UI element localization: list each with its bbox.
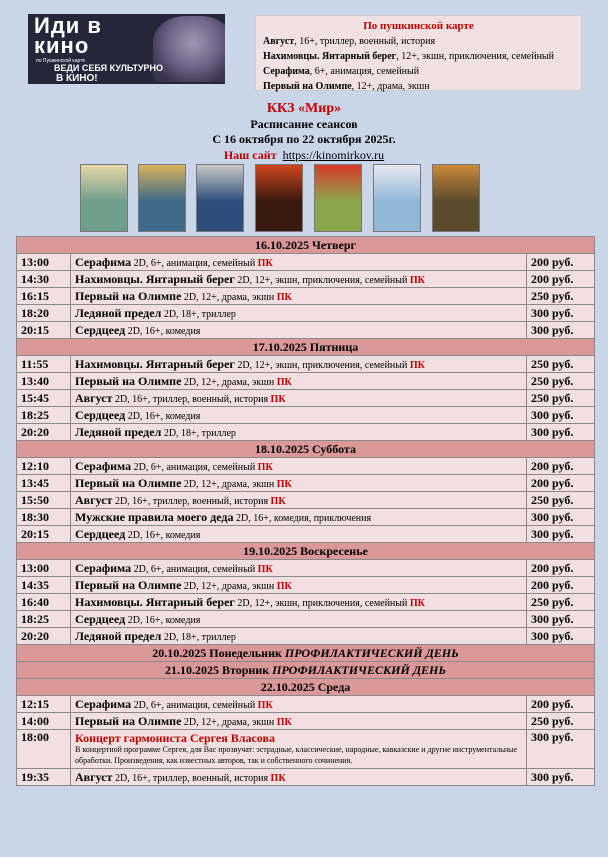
session-film [71, 594, 527, 611]
day-note: ПРОФИЛАКТИЧЕСКИЙ ДЕНЬ [272, 662, 446, 677]
movie-poster [138, 164, 186, 232]
film-title: Ледяной предел [75, 424, 162, 439]
session-time: 12:10 [17, 458, 71, 475]
day-header-row [17, 679, 595, 696]
film-title: Серафима [75, 458, 132, 473]
session-price: 250 руб. [527, 356, 595, 373]
banner-line-4: ВЕДИ СЕБЯ КУЛЬТУРНО [54, 63, 164, 73]
pushkin-card-badge: ПК [409, 274, 425, 286]
session-film [71, 526, 527, 543]
day-date: 22.10.2025 Среда [260, 679, 351, 694]
film-info: 2D, 12+, драма, экшн [181, 291, 277, 303]
session-time: 16:15 [17, 288, 71, 305]
session-time: 18:20 [17, 305, 71, 322]
session-row [17, 769, 595, 786]
concert-description: В концертной программе Сергея, для Вас прозвучат: эстрадные, классические, народные, кавказские и другие инструментальные обработки. Произведения, как известных авторов, так и собственного сочинения. [75, 745, 518, 765]
day-header [17, 237, 595, 254]
day-date: 18.10.2025 Суббота [255, 441, 356, 456]
session-film [71, 305, 527, 322]
session-film [71, 407, 527, 424]
film-title: Август [75, 390, 113, 405]
pushkin-film-name: Первый на Олимпе [263, 81, 352, 92]
session-price: 300 руб. [527, 424, 595, 441]
session-time: 13:40 [17, 373, 71, 390]
film-title: Серафима [75, 560, 132, 575]
film-info: 2D, 16+, комедия, приключения [233, 512, 372, 524]
session-row [17, 271, 595, 288]
film-info: 2D, 16+, комедия [125, 410, 201, 422]
session-row [17, 475, 595, 492]
film-info: 2D, 12+, драма, экшн [181, 376, 277, 388]
film-title: Первый на Олимпе [75, 475, 182, 490]
session-price: 250 руб. [527, 594, 595, 611]
session-film [71, 322, 527, 339]
film-title: Нахимовцы. Янтарный берег [75, 271, 235, 286]
session-price: 200 руб. [527, 560, 595, 577]
film-title: Первый на Олимпе [75, 577, 182, 592]
pushkin-card-badge: ПК [257, 257, 273, 269]
film-title: Первый на Олимпе [75, 288, 182, 303]
session-price: 300 руб. [527, 509, 595, 526]
session-price: 300 руб. [527, 526, 595, 543]
film-info: 2D, 16+, триллер, военный, история [112, 393, 271, 405]
session-time: 18:00 [17, 730, 71, 769]
pushkin-card-badge: ПК [276, 291, 292, 303]
promo-banner [28, 14, 225, 84]
session-time: 14:00 [17, 713, 71, 730]
session-film [71, 356, 527, 373]
movie-poster [314, 164, 362, 232]
session-price: 250 руб. [527, 390, 595, 407]
session-row [17, 356, 595, 373]
session-film [71, 628, 527, 645]
film-title: Первый на Олимпе [75, 373, 182, 388]
session-row [17, 594, 595, 611]
banner-line-3: по Пушкинской карте [36, 58, 86, 64]
pushkin-film-name: Нахимовцы. Янтарный берег [263, 51, 397, 62]
day-header [17, 645, 595, 662]
pushkin-card-badge: ПК [270, 393, 286, 405]
film-title: Нахимовцы. Янтарный берег [75, 356, 235, 371]
pushkin-card-badge: ПК [276, 716, 292, 728]
session-row [17, 526, 595, 543]
day-date: 16.10.2025 Четверг [255, 237, 356, 252]
film-title: Серафима [75, 696, 132, 711]
session-row [17, 730, 595, 769]
session-time: 14:30 [17, 271, 71, 288]
film-title: Август [75, 492, 113, 507]
pushkin-film-info: , 6+, анимация, семейный [309, 66, 420, 77]
day-date: 17.10.2025 Пятница [252, 339, 359, 354]
session-time: 13:00 [17, 254, 71, 271]
pushkin-film-name: Серафима [263, 66, 310, 77]
day-header [17, 339, 595, 356]
pushkin-card-badge: ПК [276, 580, 292, 592]
schedule-period: С 16 октября по 22 октября 2025г. [212, 132, 396, 146]
film-title: Серафима [75, 254, 132, 269]
pushkin-card-box [255, 15, 582, 91]
pushkin-card-item [263, 34, 574, 49]
pushkin-card-badge: ПК [257, 563, 273, 575]
film-title: Август [75, 769, 113, 784]
pushkin-film-info: , 12+, драма, экшн [351, 81, 430, 92]
film-info: 2D, 16+, комедия [125, 325, 201, 337]
session-film [71, 373, 527, 390]
session-film [71, 492, 527, 509]
day-header [17, 543, 595, 560]
film-title: Сердцеед [75, 322, 126, 337]
day-date: 19.10.2025 Воскресенье [243, 543, 368, 558]
day-date: 20.10.2025 Понедельник [152, 645, 285, 660]
session-time: 20:15 [17, 322, 71, 339]
film-info: 2D, 12+, экшн, приключения, семейный [234, 359, 410, 371]
session-film [71, 509, 527, 526]
film-info: 2D, 6+, анимация, семейный [131, 257, 258, 269]
film-title: Сердцеед [75, 526, 126, 541]
banner-line-5: В КИНО! [56, 73, 98, 84]
film-title: Мужские правила моего деда [75, 509, 234, 524]
session-price: 200 руб. [527, 696, 595, 713]
concert-title: Концерт гармониста Сергея Власова [75, 731, 275, 745]
session-film [71, 254, 527, 271]
session-row [17, 373, 595, 390]
day-header [17, 441, 595, 458]
film-info: 2D, 12+, экшн, приключения, семейный [234, 597, 410, 609]
session-time: 13:45 [17, 475, 71, 492]
film-info: 2D, 16+, триллер, военный, история [112, 772, 271, 784]
day-date: 21.10.2025 Вторник [165, 662, 273, 677]
film-title: Первый на Олимпе [75, 713, 182, 728]
film-info: 2D, 16+, триллер, военный, история [112, 495, 271, 507]
session-time: 15:45 [17, 390, 71, 407]
session-row [17, 577, 595, 594]
movie-poster [255, 164, 303, 232]
session-row [17, 611, 595, 628]
session-film [71, 458, 527, 475]
session-time: 20:20 [17, 628, 71, 645]
film-info: 2D, 12+, драма, экшн [181, 478, 277, 490]
session-row [17, 492, 595, 509]
day-header [17, 679, 595, 696]
movie-poster [373, 164, 421, 232]
film-title: Сердцеед [75, 611, 126, 626]
pushkin-card-item [263, 64, 574, 79]
day-header-row [17, 662, 595, 679]
site-link[interactable]: https://kinomirkov.ru [282, 148, 385, 162]
session-time: 15:50 [17, 492, 71, 509]
session-price: 200 руб. [527, 254, 595, 271]
session-time: 18:25 [17, 407, 71, 424]
session-price: 300 руб. [527, 322, 595, 339]
posters-strip [0, 164, 608, 232]
banner-line-1: Иди в [34, 14, 102, 38]
session-price: 200 руб. [527, 271, 595, 288]
film-title: Ледяной предел [75, 305, 162, 320]
pushkin-bust-image [153, 16, 225, 82]
session-film [71, 424, 527, 441]
session-price: 250 руб. [527, 713, 595, 730]
session-time: 19:35 [17, 769, 71, 786]
pushkin-card-badge: ПК [257, 461, 273, 473]
session-row [17, 407, 595, 424]
session-film [71, 730, 527, 769]
day-header-row [17, 645, 595, 662]
banner-line-2: кино [34, 33, 90, 58]
pushkin-film-name: Август [263, 36, 295, 47]
session-film [71, 288, 527, 305]
session-film [71, 769, 527, 786]
pushkin-card-item [263, 79, 574, 94]
pushkin-card-badge: ПК [276, 376, 292, 388]
session-price: 300 руб. [527, 628, 595, 645]
film-info: 2D, 6+, анимация, семейный [131, 461, 258, 473]
session-time: 11:55 [17, 356, 71, 373]
schedule-table [16, 236, 595, 786]
session-row [17, 628, 595, 645]
film-info: 2D, 12+, экшн, приключения, семейный [234, 274, 410, 286]
pushkin-film-info: , 16+, триллер, военный, история [294, 36, 436, 47]
schedule-subtitle: Расписание сеансов [250, 117, 358, 131]
session-row [17, 305, 595, 322]
film-info: 2D, 18+, триллер [161, 631, 236, 643]
session-price: 300 руб. [527, 305, 595, 322]
session-row [17, 713, 595, 730]
day-note: ПРОФИЛАКТИЧЕСКИЙ ДЕНЬ [284, 645, 459, 660]
session-film [71, 577, 527, 594]
film-info: 2D, 12+, драма, экшн [181, 716, 277, 728]
pushkin-card-item [263, 49, 574, 64]
pushkin-film-info: , 12+, экшн, приключения, семейный [396, 51, 554, 62]
session-film [71, 696, 527, 713]
film-info: 2D, 16+, комедия [125, 529, 201, 541]
day-header [17, 662, 595, 679]
session-price: 300 руб. [527, 407, 595, 424]
session-time: 16:40 [17, 594, 71, 611]
session-row [17, 424, 595, 441]
site-label: Наш сайт [223, 148, 277, 162]
session-film [71, 611, 527, 628]
film-info: 2D, 16+, комедия [125, 614, 201, 626]
session-time: 18:25 [17, 611, 71, 628]
day-header-row [17, 339, 595, 356]
session-row [17, 696, 595, 713]
pushkin-card-badge: ПК [257, 699, 273, 711]
session-time: 20:20 [17, 424, 71, 441]
session-price: 300 руб. [527, 611, 595, 628]
session-row [17, 254, 595, 271]
session-time: 12:15 [17, 696, 71, 713]
site-line [0, 148, 608, 163]
session-time: 18:30 [17, 509, 71, 526]
session-row [17, 458, 595, 475]
session-price: 300 руб. [527, 730, 595, 769]
session-price: 250 руб. [527, 373, 595, 390]
movie-poster [196, 164, 244, 232]
session-row [17, 560, 595, 577]
venue-title: ККЗ «Мир» [266, 101, 342, 116]
pushkin-card-badge: ПК [276, 478, 292, 490]
movie-poster [432, 164, 480, 232]
session-row [17, 288, 595, 305]
pushkin-card-badge: ПК [409, 597, 425, 609]
pushkin-card-badge: ПК [409, 359, 425, 371]
film-info: 2D, 6+, анимация, семейный [131, 699, 258, 711]
session-price: 200 руб. [527, 458, 595, 475]
session-film [71, 713, 527, 730]
session-price: 200 руб. [527, 577, 595, 594]
session-time: 20:15 [17, 526, 71, 543]
film-info: 2D, 12+, драма, экшн [181, 580, 277, 592]
session-row [17, 322, 595, 339]
session-film [71, 271, 527, 288]
session-time: 13:00 [17, 560, 71, 577]
pushkin-card-badge: ПК [270, 495, 286, 507]
pushkin-card-badge: ПК [270, 772, 286, 784]
session-price: 300 руб. [527, 769, 595, 786]
film-title: Ледяной предел [75, 628, 162, 643]
film-info: 2D, 18+, триллер [161, 308, 236, 320]
day-header-row [17, 441, 595, 458]
session-price: 200 руб. [527, 475, 595, 492]
pushkin-card-title: По пушкинской карте [363, 20, 474, 32]
session-film [71, 390, 527, 407]
session-film [71, 475, 527, 492]
film-title: Нахимовцы. Янтарный берег [75, 594, 235, 609]
session-time: 14:35 [17, 577, 71, 594]
session-film [71, 560, 527, 577]
session-row [17, 390, 595, 407]
day-header-row [17, 543, 595, 560]
session-row [17, 509, 595, 526]
film-title: Сердцеед [75, 407, 126, 422]
day-header-row [17, 237, 595, 254]
session-price: 250 руб. [527, 492, 595, 509]
film-info: 2D, 18+, триллер [161, 427, 236, 439]
movie-poster [80, 164, 128, 232]
film-info: 2D, 6+, анимация, семейный [131, 563, 258, 575]
session-price: 250 руб. [527, 288, 595, 305]
